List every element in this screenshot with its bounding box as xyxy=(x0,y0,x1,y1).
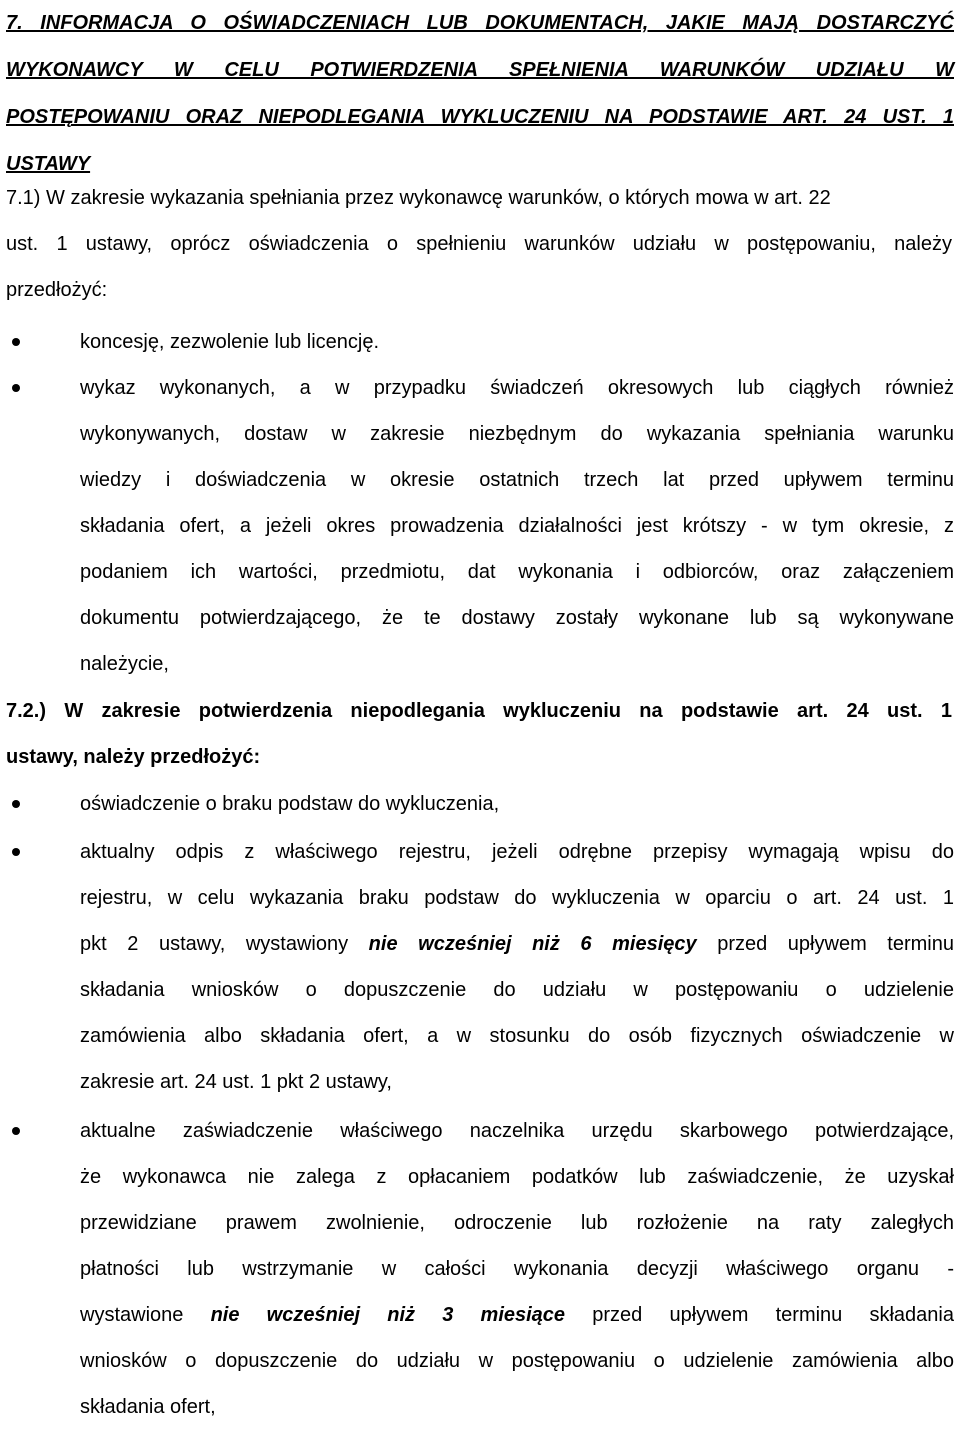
list-item-text: przed upływem terminu składania xyxy=(565,1304,954,1326)
list-item-line: składania wniosków o dopuszczenie do udziału w postępowaniu o udzielenie xyxy=(80,979,954,1001)
list-item-line: podaniem ich wartości, przedmiotu, dat wykonania i odbiorców, oraz załączeniem xyxy=(80,561,954,583)
list-item-line: wiedzy i doświadczenia w okresie ostatnich trzech lat przed upływem terminu xyxy=(80,469,954,491)
section-7-1-intro xyxy=(6,175,952,313)
list-item-line: aktualny odpis z właściwego rejestru, jeżeli odrębne przepisy wymagają wpisu do xyxy=(80,841,954,863)
bullet-icon xyxy=(12,800,20,808)
list-item-line: składania ofert, xyxy=(80,1396,216,1418)
list-item-line xyxy=(80,921,954,967)
list-item-line: rejestru, w celu wykazania braku podstaw do wykluczenia w oparciu o art. 24 ust. 1 xyxy=(80,887,954,909)
list-item-line: płatności lub wstrzymanie w całości wykonania decyzji właściwego organu - xyxy=(80,1258,954,1280)
list-item-line: aktualne zaświadczenie właściwego naczelnika urzędu skarbowego potwierdzające, xyxy=(80,1120,954,1142)
paragraph-line: ustawy, należy przedłożyć: xyxy=(6,746,261,768)
emphasis-deadline: nie wcześniej niż 6 miesięcy xyxy=(368,933,697,955)
list-item-text: koncesję, zezwolenie lub licencję. xyxy=(80,331,380,353)
section-7-1-bullets-2 xyxy=(0,365,954,687)
list-item-line: wniosków o dopuszczenie do udziału w postępowaniu o udzielenie zamówienia albo xyxy=(80,1350,954,1372)
list-item xyxy=(0,781,954,827)
paragraph-line: przedłożyć: xyxy=(6,279,108,301)
section-7-2-bullets-2 xyxy=(0,829,954,1105)
list-item xyxy=(0,1108,954,1430)
section-7-2-bullets xyxy=(0,781,954,827)
bullet-icon xyxy=(12,1127,20,1135)
list-item xyxy=(0,829,954,1105)
heading-line: USTAWY xyxy=(6,153,91,175)
section-7-2-bullets-3 xyxy=(0,1108,954,1430)
list-item xyxy=(0,319,954,365)
section-7-2-intro xyxy=(6,688,952,780)
list-item-line: należycie, xyxy=(80,653,169,675)
emphasis-deadline: nie wcześniej niż 3 miesiące xyxy=(210,1304,566,1326)
list-item-line: przewidziane prawem zwolnienie, odroczenie lub rozłożenie na raty zaległych xyxy=(80,1212,954,1234)
heading-line: WYKONAWCY W CELU POTWIERDZENIA SPEŁNIENIA WARUNKÓW UDZIAŁU W xyxy=(6,59,954,81)
bullet-icon xyxy=(12,384,20,392)
heading-line: 7. INFORMACJA O OŚWIADCZENIACH LUB DOKUMENTACH, JAKIE MAJĄ DOSTARCZYĆ xyxy=(6,12,954,34)
paragraph-line: 7.2.) W zakresie potwierdzenia niepodlegania wykluczeniu na podstawie art. 24 ust. 1 xyxy=(6,700,952,722)
list-item-line: wykonywanych, dostaw w zakresie niezbędnym do wykazania spełniania warunku xyxy=(80,423,954,445)
section-7-1-bullets xyxy=(0,319,954,365)
list-item-text: wystawione xyxy=(80,1304,211,1326)
list-item-line: zamówienia albo składania ofert, a w stosunku do osób fizycznych oświadczenie w xyxy=(80,1025,954,1047)
list-item-text: pkt 2 ustawy, wystawiony xyxy=(80,933,369,955)
paragraph-line: 7.1) W zakresie wykazania spełniania przez wykonawcę warunków, o których mowa w art. 22 xyxy=(6,187,831,209)
section-heading xyxy=(6,0,954,188)
list-item xyxy=(0,365,954,687)
list-item-text: oświadczenie o braku podstaw do wykluczenia, xyxy=(80,793,500,815)
paragraph-line: ust. 1 ustawy, oprócz oświadczenia o spełnieniu warunków udziału w postępowaniu, należy xyxy=(6,233,952,255)
bullet-icon xyxy=(12,338,20,346)
list-item-line: składania ofert, a jeżeli okres prowadzenia działalności jest krótszy - w tym okresie, z xyxy=(80,515,954,537)
heading-line: POSTĘPOWANIU ORAZ NIEPODLEGANIA WYKLUCZENIU NA PODSTAWIE ART. 24 UST. 1 xyxy=(6,106,954,128)
list-item-line: dokumentu potwierdzającego, że te dostawy zostały wykonane lub są wykonywane xyxy=(80,607,954,629)
bullet-icon xyxy=(12,848,20,856)
list-item-line xyxy=(80,1292,954,1338)
list-item-line: wykaz wykonanych, a w przypadku świadczeń okresowych lub ciągłych również xyxy=(80,377,954,399)
list-item-line: że wykonawca nie zalega z opłacaniem podatków lub zaświadczenie, że uzyskał xyxy=(80,1166,954,1188)
list-item-line: zakresie art. 24 ust. 1 pkt 2 ustawy, xyxy=(80,1071,392,1093)
list-item-text: przed upływem terminu xyxy=(696,933,954,955)
